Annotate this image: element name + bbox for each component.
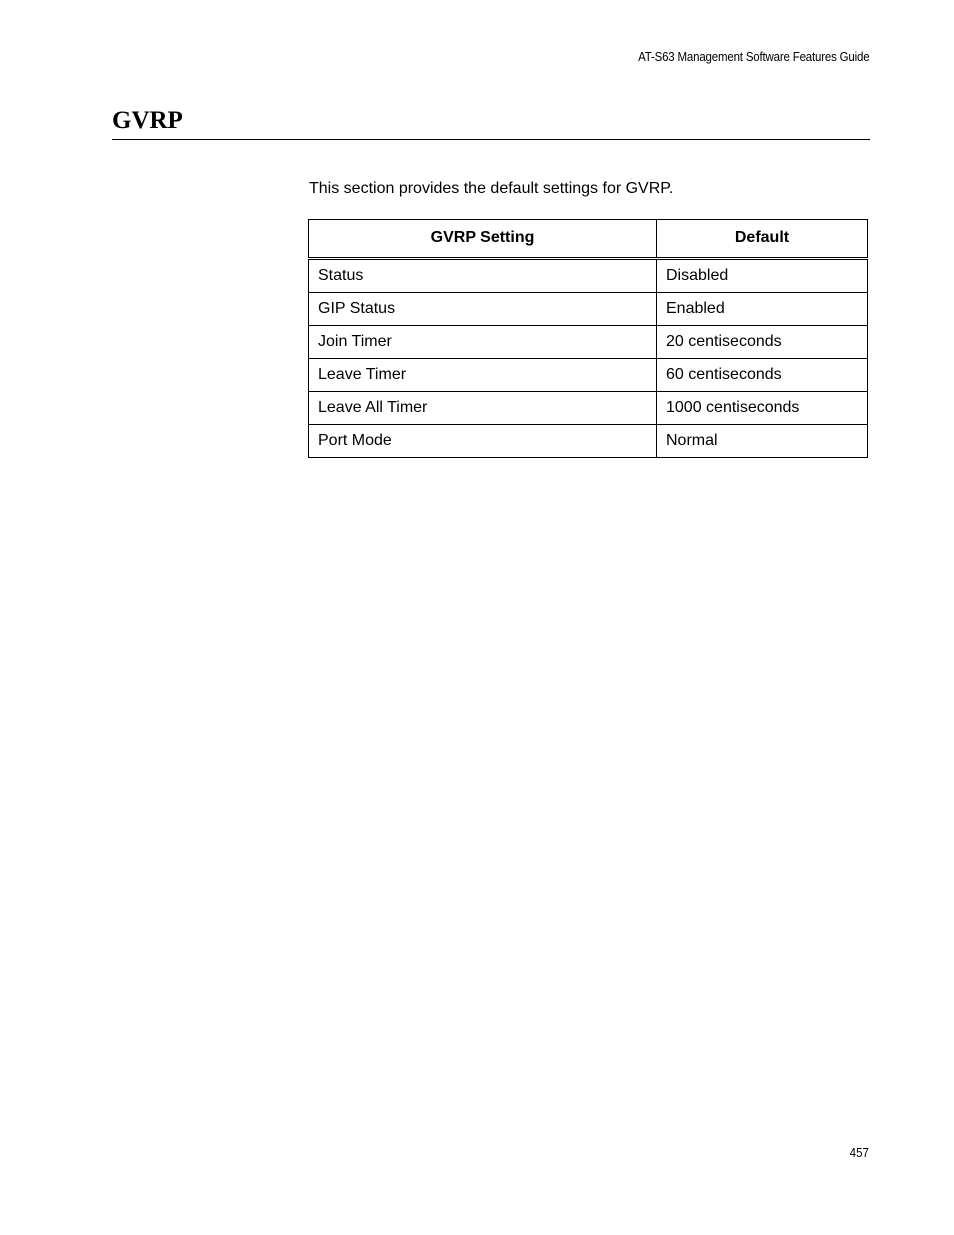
page-number: 457: [849, 1146, 869, 1160]
table-row: [309, 259, 868, 293]
setting-cell: Leave Timer: [309, 359, 657, 392]
intro-paragraph: This section provides the default settings for GVRP.: [309, 180, 674, 197]
table-row: [309, 392, 868, 425]
column-header-setting: GVRP Setting: [309, 220, 657, 259]
column-header-default: Default: [657, 220, 868, 259]
table-row: [309, 425, 868, 458]
section-title: GVRP: [112, 107, 183, 134]
running-header: AT-S63 Management Software Features Guide: [637, 50, 869, 64]
default-cell: Enabled: [657, 293, 868, 326]
setting-cell: Port Mode: [309, 425, 657, 458]
setting-cell: GIP Status: [309, 293, 657, 326]
table-row: [309, 326, 868, 359]
table-header-row: [309, 220, 868, 259]
default-cell: 1000 centiseconds: [657, 392, 868, 425]
setting-cell: Join Timer: [309, 326, 657, 359]
setting-cell: Leave All Timer: [309, 392, 657, 425]
default-cell: 20 centiseconds: [657, 326, 868, 359]
title-divider: [112, 139, 870, 140]
table-row: [309, 293, 868, 326]
default-cell: Normal: [657, 425, 868, 458]
setting-cell: Status: [309, 259, 657, 293]
gvrp-defaults-table: [308, 219, 868, 458]
table-row: [309, 359, 868, 392]
default-cell: 60 centiseconds: [657, 359, 868, 392]
default-cell: Disabled: [657, 259, 868, 293]
